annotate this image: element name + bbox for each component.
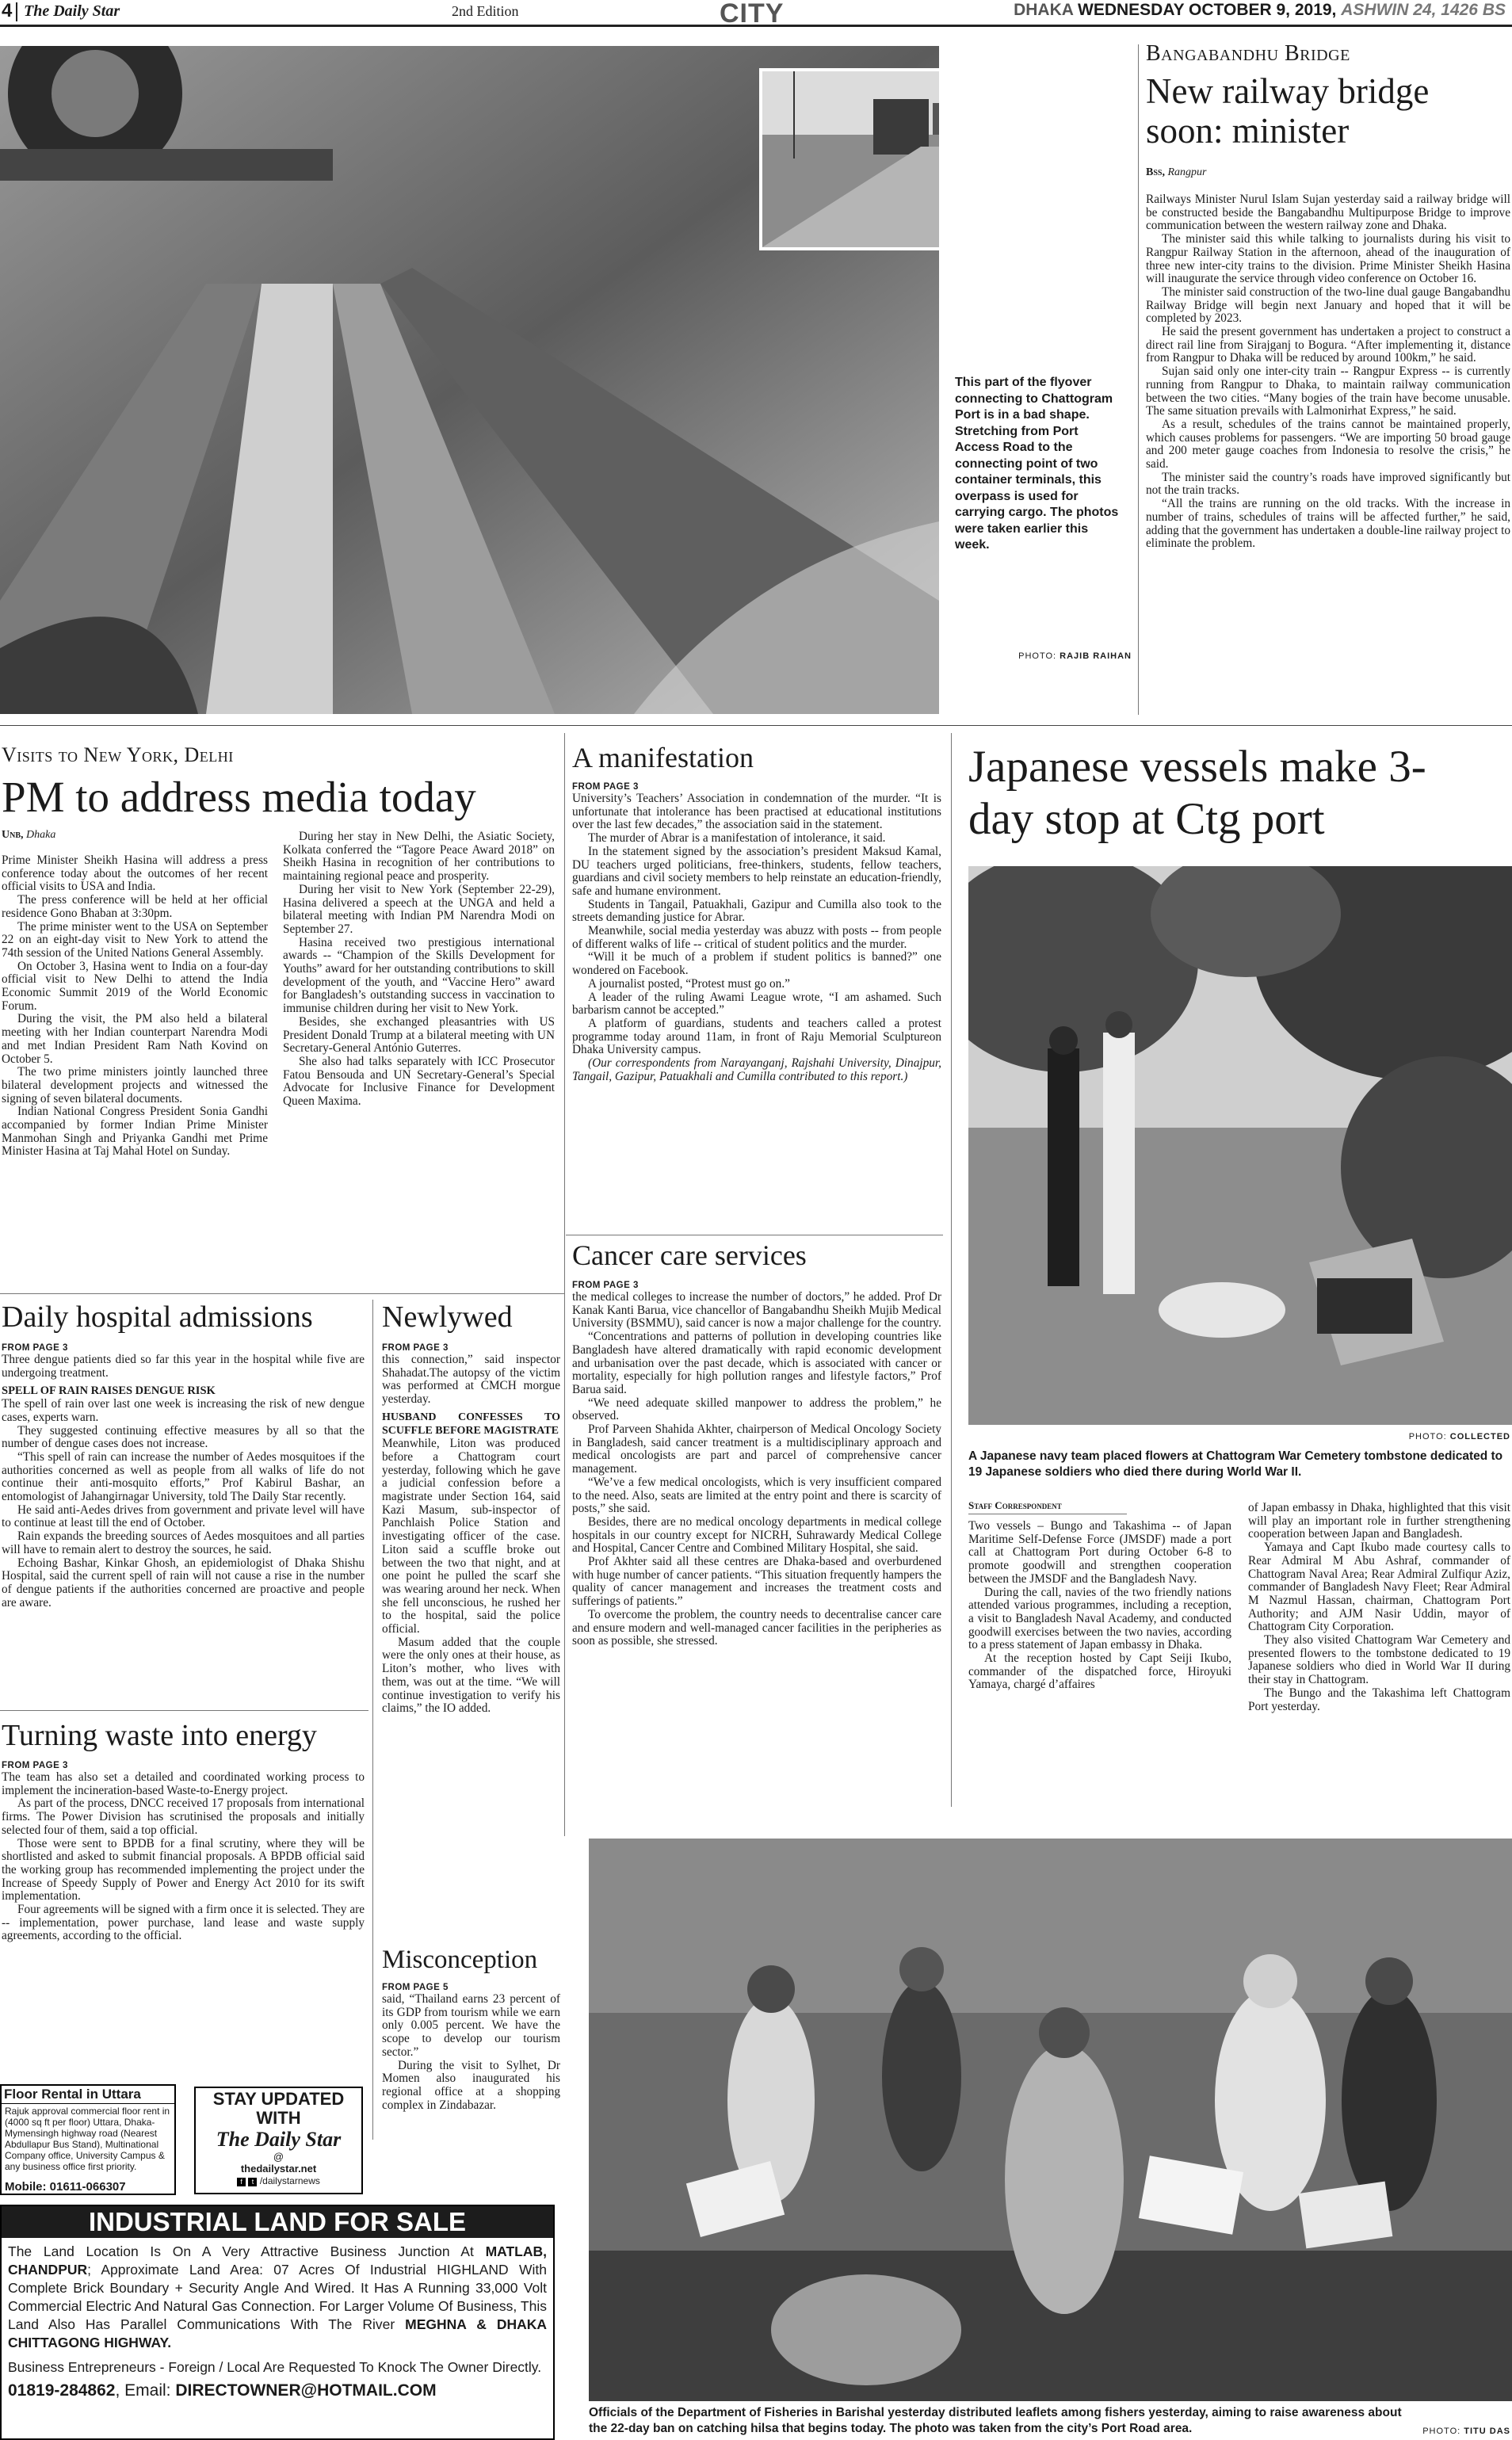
bridge-para: The minister said this while talking to journalists during his visit to Rangpur Railway Station in the afternoon, ahead of the inauguration of three new inter-city trains to the division. Prime Minister Sheikh Hasina will inaugurate the service through video conference on October 16.: [1146, 232, 1510, 286]
cancer-from: FROM PAGE 3: [572, 1281, 639, 1290]
manifestation-para: University’s Teachers’ Association in condemnation of the murder. “It is unfortunate that intolerance has been practised at educational institutions over the last few decades,” the association said in the statement.: [572, 792, 941, 832]
bridge-byline-agency: Bss,: [1146, 166, 1165, 178]
waste-para: Four agreements will be signed with a firm once it is selected. They are -- implementation, power purchase, land lease and waste supply agreements, according to the official.: [2, 1903, 365, 1943]
pm-col2: [283, 831, 555, 1274]
manifestation-para: The murder of Abrar is a manifestation of intolerance, it said.: [588, 831, 886, 846]
ad-rental-mobile: [2, 2180, 174, 2194]
ad-rental-mobile-number: 01611-066307: [49, 2180, 126, 2194]
ad-stay-line1: STAY UPDATED: [212, 2089, 345, 2109]
ad-industrial-land: [0, 2205, 555, 2440]
japan-para: Yamaya and Capt Ikubo made courtesy calls to Rear Admiral M Abu Ashraf, commander of Chattogram Naval Area; Rear Admiral Zulfiqur Aziz, commander of Bangladesh Navy Fleet; Rear Admiral M Nazmul Hassan, chairman, Chattogram Port Authority; and AJM Nasir Uddin, mayor of Chattogram City Corporation.: [1248, 1541, 1510, 1634]
bridge-para: The minister said construction of the two-line dual gauge Bangabandhu Railway Bridge will begin next January and hoped that it will be completed by 2023.: [1146, 284, 1510, 326]
japan-para: The Bungo and the Takashima left Chattogram Port yesterday.: [1248, 1686, 1510, 1713]
rule-japan: [951, 733, 952, 1807]
ad-stay-at: @: [273, 2151, 284, 2163]
ad-land-phone: 01819-284862: [8, 2381, 116, 2400]
ad-rental-mobile-label: Mobile:: [5, 2180, 47, 2194]
rule-newlywed: [372, 1300, 373, 2140]
pm-headline: PM to address media today: [2, 773, 476, 821]
cancer-para: “We need adequate skilled manpower to address the problem,” he observed.: [572, 1396, 941, 1423]
japan-caption: A Japanese navy team placed flowers at Chattogram War Cemetery tombstone dedicated to 19 Japanese soldiers who died there during World War II.: [968, 1449, 1503, 1479]
japan-para: Two vessels – Bungo and Takashima -- of Japan Maritime Self-Defense Force (JMSDF) made a port call at Chattogram Port during October 6-8 to promote goodwill and strengthen cooperation between the JMSDF and the Bangladesh Navy.: [968, 1520, 1231, 1586]
twitter-icon: t: [248, 2178, 257, 2186]
manifestation-para: A journalist posted, “Protest must go on.”: [588, 976, 790, 991]
rule-pm-bottom: [0, 1293, 564, 1294]
ad-land-contact: [2, 2377, 553, 2402]
ad-land-email-label: , Email:: [115, 2381, 176, 2400]
pm-byline: [2, 829, 55, 842]
bridge-kicker: Bangabandhu Bridge: [1146, 41, 1350, 66]
pm-para: Hasina received two prestigious international awards -- “Champion of the Skills Development for Youths” award for her outstanding contributions to skill development of the youth, and “Vaccine Hero” award for Bangladesh’s outstanding success in vaccination to immunise children during her visit to New York.: [283, 935, 555, 1016]
flyover-credit: [943, 651, 1132, 661]
bridge-body: [1146, 193, 1510, 716]
pm-para: Prime Minister Sheikh Hasina will address a press conference today about the outcomes of her recent official visits to USA and India.: [2, 854, 268, 894]
ad-rental-title: Floor Rental in Uttara: [2, 2086, 174, 2104]
dengue-para: They suggested continuing effective measures by all so that the number of dengue cases does not increase.: [2, 1423, 365, 1451]
dengue-para: The spell of rain over last one week is increasing the risk of new dengue cases, experts warn.: [2, 1397, 365, 1424]
dengue-body: [2, 1354, 365, 1706]
ad-stay-site: thedailystar.net: [240, 2163, 317, 2175]
misconception-headline: Misconception: [382, 1946, 538, 1974]
rule-pm: [564, 733, 565, 1836]
pm-para: During the visit, the PM also held a bilateral meeting with her Indian counterpart Narendra Modi and met Indian President Ram Nath Kovind on October 5.: [2, 1012, 268, 1066]
pm-byline-agency: Unb,: [2, 829, 24, 841]
japan-para: At the reception hosted by Capt Seiji Ikubo, commander of the dispatched force, Hiroyuki Yamaya, chargé d’affaires: [968, 1651, 1231, 1692]
dateline-bangla: ASHWIN 24, 1426 BS: [1341, 1, 1506, 19]
fisheries-photo: [589, 1839, 1512, 2401]
dengue-para: He said anti-Aedes drives from government and private level will have to continue at least till the end of October.: [2, 1503, 365, 1530]
manifestation-from: FROM PAGE 3: [572, 782, 639, 792]
newlywed-from: FROM PAGE 3: [382, 1343, 449, 1353]
manifestation-para: Meanwhile, social media yesterday was abuzz with posts -- from people of different walks of life -- critical of student politics and the murder.: [572, 924, 941, 951]
japan-photo-credit: [968, 1432, 1510, 1441]
manifestation-para: A leader of the ruling Awami League wrote, “I am ashamed. Such barbarism cannot be accepted.”: [572, 990, 941, 1018]
cancer-para: Besides, there are no medical oncology departments in medical college hospitals in our country except for NICRH, Suhrawardy Medical College and Hospital, Cancer Centre and Combined Military Hospital, she said.: [572, 1514, 941, 1556]
newlywed-headline: Newlywed: [382, 1300, 513, 1334]
dengue-from: FROM PAGE 3: [2, 1343, 68, 1353]
dengue-subhead: SPELL OF RAIN RAISES DENGUE RISK: [2, 1384, 216, 1398]
ad-land-email: DIRECTOWNER@HOTMAIL.COM: [175, 2381, 437, 2400]
pm-para: Indian National Congress President Sonia Gandhi accompanied by former Indian Prime Minister Manmohan Singh and Priyanka Gandhi met Prime Minister Hasina at Taj Mahal Hotel on Sunday.: [2, 1105, 268, 1159]
japan-col2: [1248, 1502, 1510, 1813]
cancer-para: Prof Parveen Shahida Akhter, chairperson of Medical Oncology Society in Bangladesh, said cancer treatment is a multidisciplinary approach and medical oncologists are part and parcel of comprehensive cancer management.: [572, 1422, 941, 1476]
bridge-byline: [1146, 166, 1206, 179]
manifestation-para: A platform of guardians, students and teachers called a protest programme today around 11am, in front of Raju Memorial Sculptureon Dhaka University campus.: [572, 1016, 941, 1057]
waste-para: Those were sent to BPDB for a final scrutiny, where they will be shortlisted and asked to submit financial proposals. A BPDB official said the working group has recommended implementing the project under the Increase of Speedy Supply of Power and Energy Act 2010 for its swift implementation.: [2, 1836, 365, 1904]
waste-headline: Turning waste into energy: [2, 1719, 317, 1752]
japan-photo-illustration: [968, 866, 1512, 1425]
ad-stay-brand: The Daily Star: [216, 2128, 342, 2151]
ad-land-text: The Land Location Is On A Very Attractive Business Junction At: [8, 2243, 486, 2259]
paper-logo: The Daily Star: [24, 2, 120, 20]
dengue-para: Echoing Bashar, Kinkar Ghosh, an epidemiologist of Dhaka Shishu Hospital, said the current spell of rain will not cause a rise in the number of dengue patients if the authorities concerned are proactive and people are aware.: [2, 1556, 365, 1609]
manifestation-note: (Our correspondents from Narayanganj, Rajshahi University, Dinajpur, Tangail, Gazipur, Patuakhali and Cumilla contributed to this report.): [572, 1056, 941, 1083]
newlywed-subhead: HUSBAND CONFESSES TO SCUFFLE BEFORE MAGISTRATE: [382, 1411, 560, 1437]
bridge-headline: New railway bridge soon: minister: [1146, 71, 1430, 151]
page-number: 4: [2, 0, 13, 21]
dengue-para: Three dengue patients died so far this year in the hospital while five are undergoing treatment.: [2, 1354, 365, 1380]
rule-dengue-bottom: [0, 1710, 368, 1711]
facebook-icon: f: [237, 2178, 246, 2186]
dateline: [1014, 1, 1506, 20]
ad-stay-social: [196, 2175, 361, 2187]
ad-land-title: INDUSTRIAL LAND FOR SALE: [2, 2206, 553, 2238]
rule-top-section: [0, 725, 1512, 726]
newlywed-body: [382, 1354, 560, 1944]
japan-para: They also visited Chattogram War Cemetery and presented flowers to the tombstone dedicated to 19 Japanese soldiers who died in World War II during their stay in Chattogram.: [1248, 1633, 1510, 1687]
pm-para: On October 3, Hasina went to India on a four-day official visit to New Delhi to attend the India Economic Summit 2019 of the World Economic Forum.: [2, 959, 268, 1013]
ad-land-text: ; Approximate Land Area: 07 Acres Of Industrial HIGHLAND With Complete Brick Boundary + Security Angle And Wired. It Has A Running 33,000 Volt Commercial Electric And Natural Gas Connection. For Larger Volume Of Business, This Land Also Has Parallel Communications With The River: [8, 2262, 547, 2332]
rule-bridge: [1138, 44, 1139, 715]
pm-para: During her stay in New Delhi, the Asiatic Society, Kolkata conferred the “Tagore Peace Award 2018” on Sheikh Hasina in recognition of her contributions to maintaining regional peace and prosperity.: [283, 831, 555, 884]
ad-stay-updated: [194, 2087, 363, 2194]
newlywed-para: Meanwhile, Liton was produced before a Chattogram court yesterday, following which he gave a judicial confession before a magistrate under Section 164, said Kazi Masum, sub-inspector of Panchlaish Police Station and investigating officer of the case. Liton said a scuffle broke out between the two that night, and at one point he pulled the scarf she was wearing around her neck. When she fell unconscious, he rushed her to the hospital, said the police official.: [382, 1437, 560, 1636]
japan-byline: Staff Correspondent: [968, 1499, 1062, 1511]
pm-para: Besides, she exchanged pleasantries with US President Donald Trump at a bilateral meeting with UN Secretary-General António Guterres.: [283, 1014, 555, 1056]
ad-land-river: MEGHNA & DHAKA CHITTAGONG HIGHWAY.: [8, 2316, 548, 2350]
pm-para: The press conference will be held at her official residence Gono Bhaban at 3:30pm.: [2, 893, 268, 920]
manifestation-para: In the statement signed by the association’s president Maksud Kamal, DU teachers urged politicians, free-thinkers, students, fellow teachers, guardians and civil society members to help reinstate an education-friendly, safe and humane environment.: [572, 844, 941, 898]
ad-land-body: [2, 2238, 553, 2354]
dengue-para: “This spell of rain can increase the number of Aedes mosquitoes if the authorities concerned as well as people from all walks of life do not continue their anti-mosquito efforts,” Prof Kabirul Bashar, an entomologist of Jahangirnagar University, told The Daily Star recently.: [2, 1449, 365, 1504]
ad-stay-social-handle: /dailystarnews: [259, 2175, 320, 2186]
bridge-para: Railways Minister Nurul Islam Sujan yesterday said a railway bridge will be constructed beside the Bangabandhu Multipurpose Bridge to improve communication between the western railway zone and Dhaka.: [1146, 193, 1510, 233]
fisheries-photo-illustration: [589, 1839, 1512, 2401]
ad-land-location: MATLAB, CHANDPUR: [8, 2243, 547, 2278]
japan-credit-label: PHOTO:: [1408, 1432, 1447, 1441]
pm-col1: [2, 854, 268, 1274]
waste-from: FROM PAGE 3: [2, 1761, 68, 1770]
cancer-para: the medical colleges to increase the number of doctors,” he added. Prof Dr Kanak Kanti Barua, vice chancellor of Bangabandhu Sheikh Mujib Medical University (BSMMU), said cancer is now a major challenge for the country.: [572, 1291, 941, 1331]
bridge-para: As a result, schedules of the trains cannot be maintained properly, which causes problems for passengers. “We are importing 50 broad gauge and 200 meter gauge coaches from Indonesia to resolve the crisis,” he said.: [1146, 417, 1510, 472]
fisheries-credit-label: PHOTO:: [1422, 2427, 1461, 2436]
waste-para: The team has also set a detailed and coordinated working process to implement the incineration-based Waste-to-Energy project.: [2, 1771, 365, 1797]
manifestation-headline: A manifestation: [572, 742, 754, 773]
flyover-credit-name: RAJIB RAIHAN: [1060, 651, 1132, 661]
bridge-para: The minister said the country’s roads have improved significantly but not the train tracks.: [1146, 470, 1510, 498]
manifestation-para: Students in Tangail, Patuakhali, Gazipur and Cumilla also took to the streets demanding justice for Abrar.: [572, 897, 941, 925]
misconception-para: said, “Thailand earns 23 percent of its GDP from tourism while we earn only 0.005 percent. We have the scope to develop our tourism sector.”: [382, 1993, 560, 2059]
ad-stay-line2: WITH: [256, 2108, 301, 2128]
pm-byline-place: Dhaka: [26, 829, 56, 841]
ad-rental: [0, 2084, 176, 2195]
fisheries-caption: Officials of the Department of Fisheries in Barishal yesterday distributed leaflets among fishers yesterday, aiming to raise awareness about the 22-day ban on catching hilsa that begins today. The photo was taken from the city’s Port Road area.: [589, 2406, 1402, 2435]
masthead-divider: [16, 2, 17, 21]
bridge-para: Sujan said only one inter-city train -- Rangpur Express -- is currently running from Rangpur to Dhaka, to maintain railway communication between the two cities. “Many bogies of the train have become unusable. The same situation prevails with Lalmonirhat Express,” he said.: [1146, 365, 1510, 418]
section-title: CITY: [720, 0, 785, 29]
misconception-body: [382, 1993, 560, 2140]
pm-kicker: Visits to New York, Delhi: [2, 743, 234, 766]
masthead: [0, 0, 1512, 27]
pm-para: The two prime ministers jointly launched three bilateral development projects and witnessed the signing of seven bilateral documents.: [2, 1065, 268, 1105]
japan-credit-name: COLLECTED: [1449, 1432, 1510, 1441]
cancer-headline: Cancer care services: [572, 1239, 807, 1271]
flyover-credit-label: PHOTO:: [1018, 651, 1057, 661]
dengue-para: Rain expands the breeding sources of Aedes mosquitoes and all parties will have to remain alert to destroy the sources, he said.: [2, 1529, 365, 1556]
dateline-date: WEDNESDAY OCTOBER 9, 2019,: [1078, 1, 1337, 19]
edition-label: 2nd Edition: [452, 3, 519, 19]
manifestation-body: [572, 792, 941, 1232]
ad-rental-body: Rajuk approval commercial floor rent in (4000 sq ft per floor) Uttara, Dhaka-Mymensingh highway road (Nearest Abdullapur Bus Stand), Multinational Company office, University Campus & any business office first priority.: [5, 2106, 170, 2172]
japan-para: During the call, navies of the two friendly nations attended various programmes, including a reception, a visit to Bangladesh Naval Academy, and conducted goodwill exercises between the two navies, according to a press statement of Japan embassy in Dhaka.: [968, 1585, 1231, 1652]
newlywed-para: Masum added that the couple were the only ones at their house, as Liton’s mother, who lives with them, was out at the time. “We will continue investigation to verify his claims,” the IO added.: [382, 1635, 560, 1716]
fisheries-credit-name: TITU DAS: [1464, 2427, 1510, 2436]
japan-headline: Japanese vessels make 3-day stop at Ctg port: [968, 742, 1426, 844]
japan-col1: [968, 1520, 1231, 1813]
cancer-body: [572, 1291, 941, 1814]
newlywed-para: this connection,” said inspector Shahadat.The autopsy of the victim was performed at CMCH morgue yesterday.: [382, 1354, 560, 1407]
waste-body: [2, 1771, 365, 2045]
misconception-para: During the visit to Sylhet, Dr Momen also inaugurated his regional office at a shopping complex in Zindabazar.: [382, 2058, 560, 2112]
japan-para: of Japan embassy in Dhaka, highlighted that this visit will play an important role in further strengthening cooperation between Japan and Bangladesh.: [1248, 1502, 1510, 1541]
pm-para: During her visit to New York (September 22-29), Hasina delivered a speech at the UNGA and held a bilateral meeting with Indian PM Narendra Modi on September 27.: [283, 882, 555, 936]
cancer-para: Prof Akhter said all these centres are Dhaka-based and overburdened with huge number of cancer patients. “This situation frequently hampers the quality of cancer management and increases the treatment costs and sufferings of patients.”: [572, 1555, 941, 1609]
ad-land-call: Business Entrepreneurs - Foreign / Local Are Requested To Knock The Owner Directly.: [8, 2359, 542, 2375]
pm-para: The prime minister went to the USA on September 22 on an eight-day visit to New York to attend the 74th session of the United Nations General Assembly.: [2, 919, 268, 960]
waste-para: As part of the process, DNCC received 17 proposals from international firms. The Power Division has scrutinised the proposals and initially selected four of them, said a top official.: [2, 1797, 365, 1837]
bridge-para: He said the present government has undertaken a project to construct a direct rail line from Sirajganj to Bogura. “After implementing it, distance from Rangpur to Dhaka will be reduced by around 100km,” he said.: [1146, 325, 1510, 365]
dateline-city: DHAKA: [1014, 1, 1074, 19]
misconception-from: FROM PAGE 5: [382, 1983, 449, 1992]
dengue-headline: Daily hospital admissions: [2, 1300, 313, 1334]
bridge-byline-place: Rangpur: [1167, 166, 1207, 178]
cancer-para: “Concentrations and patterns of pollution in developing countries like Bangladesh have altered dramatically with rapid economic development and urbanisation over the past decade, which is associated with cancer or mortality, especially for high pollution ranges and lifestyle factors,” Prof Barua said.: [572, 1330, 941, 1396]
pm-para: She also had talks separately with ICC Prosecutor Fatou Bensouda and UN Secretary-General’s Special Advocate for Inclusive Finance for Development Queen Maxima.: [283, 1054, 555, 1109]
bridge-para: “All the trains are running on the old tracks. With the increase in number of trains, schedules of trains will be affected further,” he said, adding that the government has undertaken a double-line railway project to eliminate the problem.: [1146, 497, 1510, 551]
cancer-para: “We’ve a few medical oncologists, which is very insufficient compared to the need. Also, seats are limited at the entry point and there is scarcity of posts,” she said.: [572, 1475, 941, 1516]
manifestation-para: “Will it be much of a problem if student politics is banned?” one wondered on Facebook.: [572, 950, 941, 978]
fisheries-credit: [1418, 2427, 1510, 2436]
cancer-para: To overcome the problem, the country needs to decentralise cancer care and ensure modern and well-managed cancer facilities in the peripheries as soon as possible, she stressed.: [572, 1607, 941, 1648]
japan-photo: [968, 866, 1512, 1425]
flyover-caption: This part of the flyover connecting to Chattogram Port is in a bad shape. Stretching from Port Access Road to the connecting point of two container terminals, this overpass is used for carrying cargo. The photos were taken earlier this week.: [955, 376, 1119, 552]
